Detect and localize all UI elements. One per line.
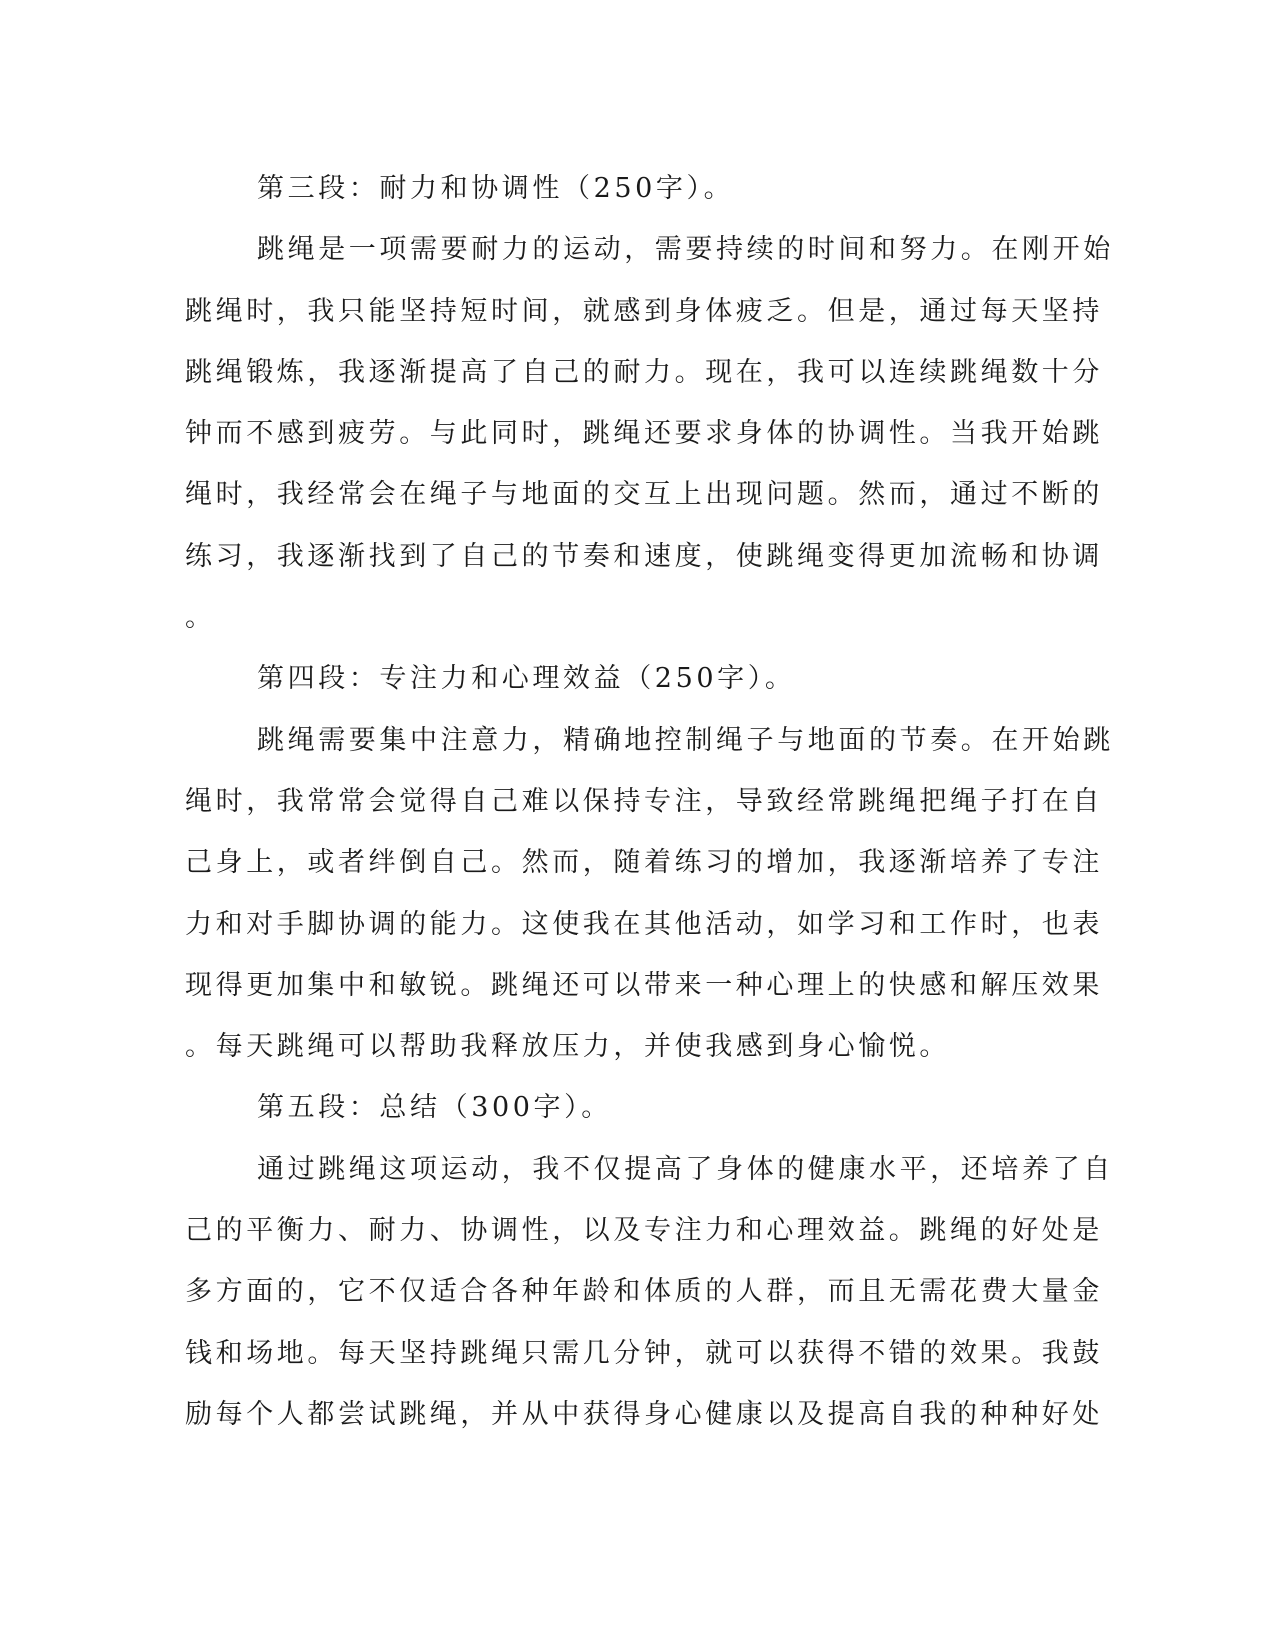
document-body (185, 158, 1114, 1445)
paragraph-line: 跳绳锻炼，我逐渐提高了自己的耐力。现在，我可以连续跳绳数十分 (185, 356, 1103, 388)
paragraph-line: 练习，我逐渐找到了自己的节奏和速度，使跳绳变得更加流畅和协调 (185, 540, 1103, 572)
paragraph-line: 钱和场地。每天坚持跳绳只需几分钟，就可以获得不错的效果。我鼓 (185, 1337, 1103, 1369)
section-heading-4: 第四段：专注力和心理效益（250字）。 (257, 663, 796, 695)
paragraph-line: 力和对手脚协调的能力。这使我在其他活动，如学习和工作时，也表 (185, 908, 1103, 940)
section-heading-5: 第五段：总结（300字）。 (257, 1092, 612, 1124)
paragraph-line: 跳绳时，我只能坚持短时间，就感到身体疲乏。但是，通过每天坚持 (185, 295, 1103, 327)
paragraph-line: 多方面的，它不仅适合各种年龄和体质的人群，而且无需花费大量金 (185, 1276, 1103, 1308)
paragraph-line: 现得更加集中和敏锐。跳绳还可以带来一种心理上的快感和解压效果 (185, 969, 1103, 1001)
section-heading-3: 第三段：耐力和协调性（250字）。 (257, 173, 735, 204)
paragraph-line: 己的平衡力、耐力、协调性，以及专注力和心理效益。跳绳的好处是 (185, 1215, 1103, 1247)
paragraph-line: 绳时，我常常会觉得自己难以保持专注，导致经常跳绳把绳子打在自 (185, 785, 1103, 817)
paragraph-line: 钟而不感到疲劳。与此同时，跳绳还要求身体的协调性。当我开始跳 (185, 418, 1103, 450)
paragraph-line: 跳绳需要集中注意力，精确地控制绳子与地面的节奏。在开始跳 (257, 724, 1114, 756)
paragraph-line: 。每天跳绳可以帮助我释放压力，并使我感到身心愉悦。 (185, 1031, 950, 1063)
paragraph-line: 。 (185, 602, 216, 634)
paragraph-line: 励每个人都尝试跳绳，并从中获得身心健康以及提高自我的种种好处 (185, 1398, 1103, 1430)
paragraph-line: 己身上，或者绊倒自己。然而，随着练习的增加，我逐渐培养了专注 (185, 847, 1103, 879)
paragraph-line: 通过跳绳这项运动，我不仅提高了身体的健康水平，还培养了自 (257, 1153, 1114, 1185)
paragraph-line: 跳绳是一项需要耐力的运动，需要持续的时间和努力。在刚开始 (257, 234, 1114, 266)
paragraph-line: 绳时，我经常会在绳子与地面的交互上出现问题。然而，通过不断的 (185, 479, 1103, 511)
